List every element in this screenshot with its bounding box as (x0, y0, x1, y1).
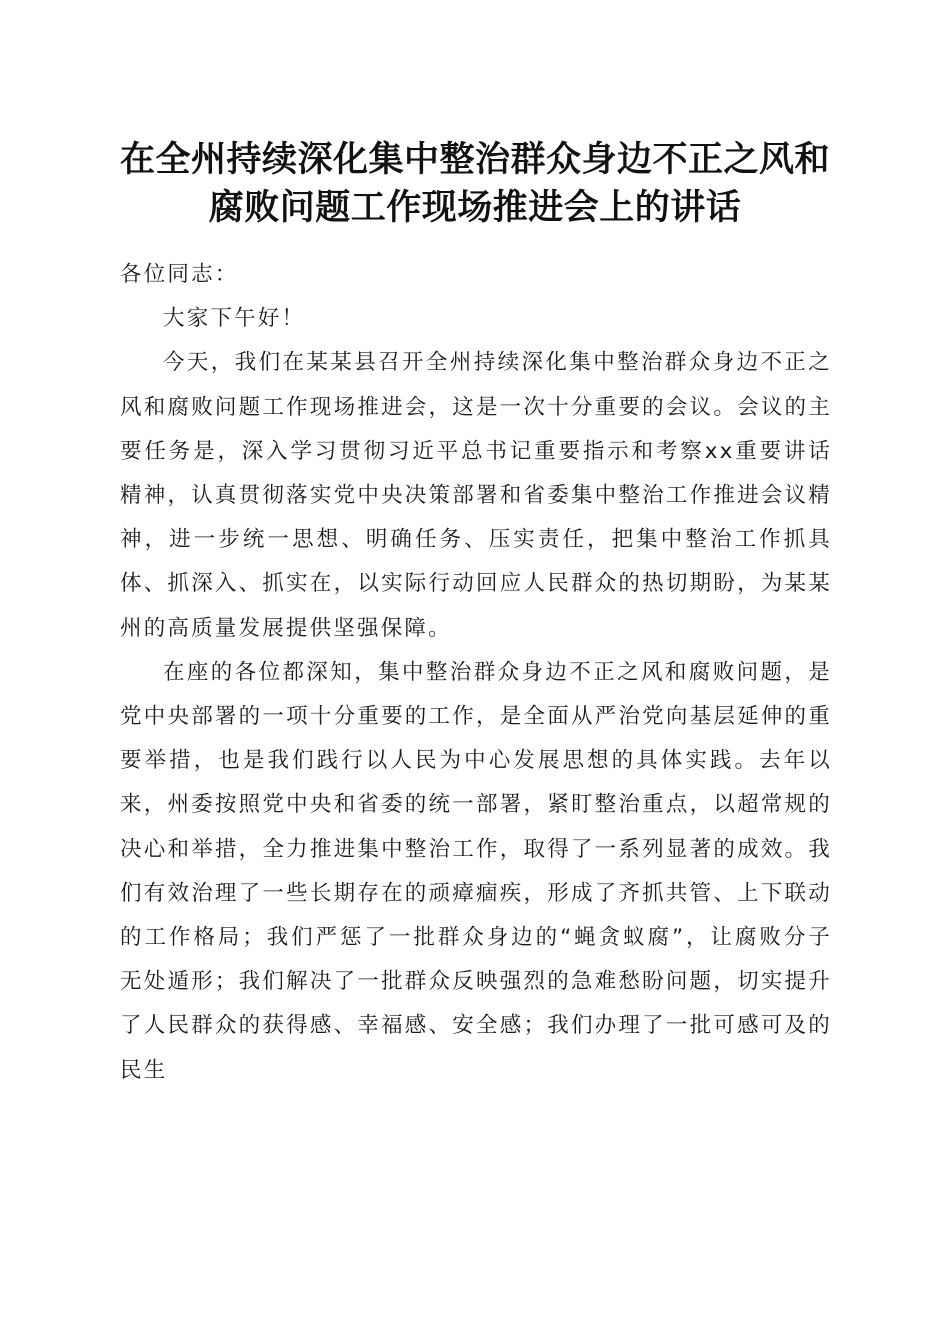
paragraph-meeting-purpose: 今天，我们在某某县召开全州持续深化集中整治群众身边不正之风和腐败问题工作现场推进会，这是一次十分重要的会议。会议的主要任务是，深入学习贯彻习近平总书记重要指示和考察xx重要讲话精神，认真贯彻落实党中央决策部署和省委集中整治工作推进会议精神，进一步统一思想、明确任务、压实责任，把集中整治工作抓具体、抓深入、抓实在，以实际行动回应人民群众的热切期盼，为某某州的高质量发展提供坚强保障。 (120, 350, 832, 641)
title-line-2: 腐败问题工作现场推进会上的讲话 (208, 187, 742, 228)
salutation: 各位同志： (120, 262, 239, 287)
document-body (120, 253, 832, 1093)
paragraph-greeting: 大家下午好！ (163, 306, 306, 332)
document-title (100, 136, 850, 232)
paragraph-achievements: 在座的各位都深知，集中整治群众身边不正之风和腐败问题，是党中央部署的一项十分重要的工作，是全面从严治党向基层延伸的重要举措，也是我们践行以人民为中心发展思想的具体实践。去年以来，州委按照党中央和省委的统一部署，紧盯整治重点，以超常规的决心和举措，全力推进集中整治工作，取得了一系列显著的成效。我们有效治理了一些长期存在的顽瘴痼疾，形成了齐抓共管、上下联动的工作格局；我们严惩了一批群众身边的“蝇贪蚁腐”，让腐败分子无处遁形；我们解决了一批群众反映强烈的急难愁盼问题，切实提升了人民群众的获得感、幸福感、安全感；我们办理了一批可感可及的民生 (120, 659, 832, 1083)
title-line-1: 在全州持续深化集中整治群众身边不正之风和 (119, 139, 830, 180)
